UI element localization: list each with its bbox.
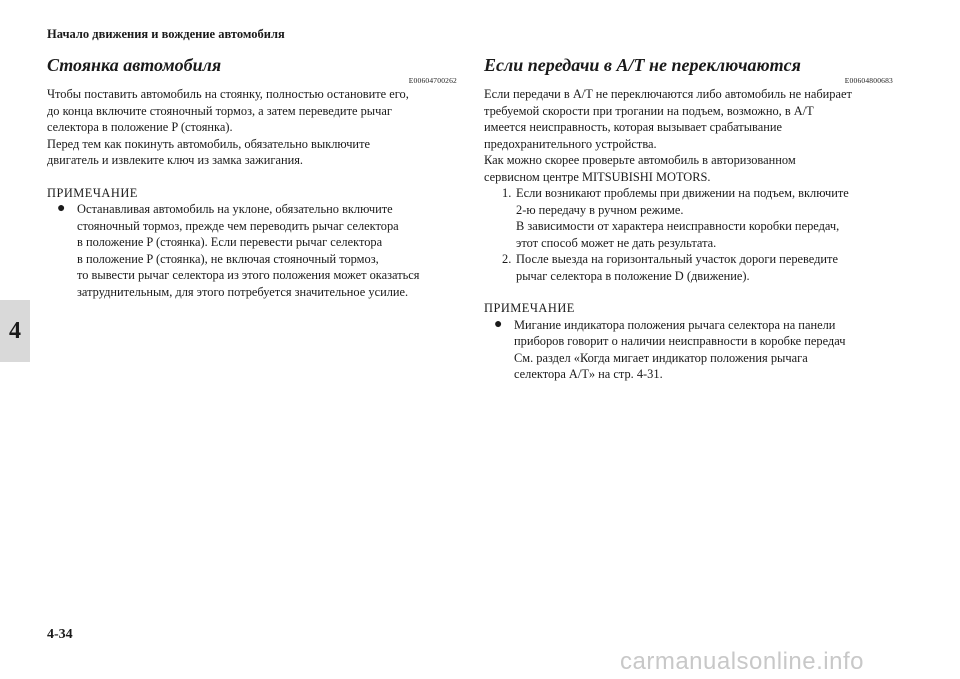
section-code: E00604800683 [844,76,893,85]
text-line: В зависимости от характера неисправности коробки передач, [516,219,840,233]
text-line: этот способ может не дать результата. [516,235,717,250]
text-line: См. раздел «Когда мигает индикатор положения рычага [514,350,808,365]
text-line: в положение P (стоянка). Если перевести рычаг селектора [77,235,383,249]
text-line: стояночный тормоз, прежде чем переводить рычаг селектора [77,218,399,233]
text-line: Если передачи в A/T не переключаются либо автомобиль не набирает [484,87,852,101]
text-line: то вывести рычаг селектора из этого положения может оказаться [77,268,420,282]
bullet-icon: ● [57,201,66,216]
section-code: E00604700262 [408,76,457,85]
text-line: предохранительного устройства. [484,136,657,151]
chapter-tab-number: 4 [9,317,21,344]
note-item [484,317,893,383]
text-line: сервисном центре MITSUBISHI MOTORS. [484,169,711,184]
note-item [47,201,457,300]
text-line: Чтобы поставить автомобиль на стоянку, полностью остановите его, [47,87,409,101]
left-column [47,54,457,300]
step-number: 1. [502,186,512,200]
section-title-parking: Стоянка автомобиля [47,55,222,75]
text-line: двигатель и извлеките ключ из замка зажигания. [47,153,304,167]
right-column [484,54,893,383]
running-header: Начало движения и вождение автомобиля [47,27,285,41]
text-line: в положение P (стоянка), не включая стояночный тормоз, [77,251,379,266]
page-number: 4-34 [47,627,73,642]
step-item [484,185,893,251]
text-line: Перед тем как покинуть автомобиль, обязательно выключите [47,136,370,151]
chapter-tab [0,300,30,362]
watermark: carmanualsonline.info [620,648,864,675]
text-line: требуемой скорости при трогании на подъем, возможно, в A/T [484,103,814,118]
text-line: Мигание индикатора положения рычага селектора на панели [514,317,836,332]
text-line: После выезда на горизонтальный участок дороги переведите [516,252,838,266]
text-line: рычаг селектора в положение D (движение). [516,268,750,283]
note-title: ПРИМЕЧАНИЕ [47,185,138,200]
note-title: ПРИМЕЧАНИЕ [484,301,575,315]
text-line: до конца включите стояночный тормоз, а затем переведите рычаг [47,103,392,118]
text-line: затруднительным, для этого потребуется значительное усилие. [77,284,409,299]
text-line: приборов говорит о наличии неисправности в коробке передач [514,334,846,348]
text-line: селектора A/T» на стр. 4-31. [514,367,663,381]
step-item [484,251,893,284]
text-line: селектора в положение P (стоянка). [47,120,233,134]
bullet-icon: ● [494,316,503,332]
step-number: 2. [502,252,512,266]
text-line: имеется неисправность, которая вызывает срабатывание [484,120,782,134]
text-line: Как можно скорее проверьте автомобиль в авторизованном [484,153,796,167]
text-line: Если возникают проблемы при движении на подъем, включите [516,186,849,200]
text-line: 2-ю передачу в ручном режиме. [516,202,684,217]
text-line: Останавливая автомобиль на уклоне, обязательно включите [77,202,393,216]
body-text [484,86,893,185]
section-title-at-shift: Если передачи в A/T не переключаются [484,55,801,75]
body-text [47,86,457,169]
